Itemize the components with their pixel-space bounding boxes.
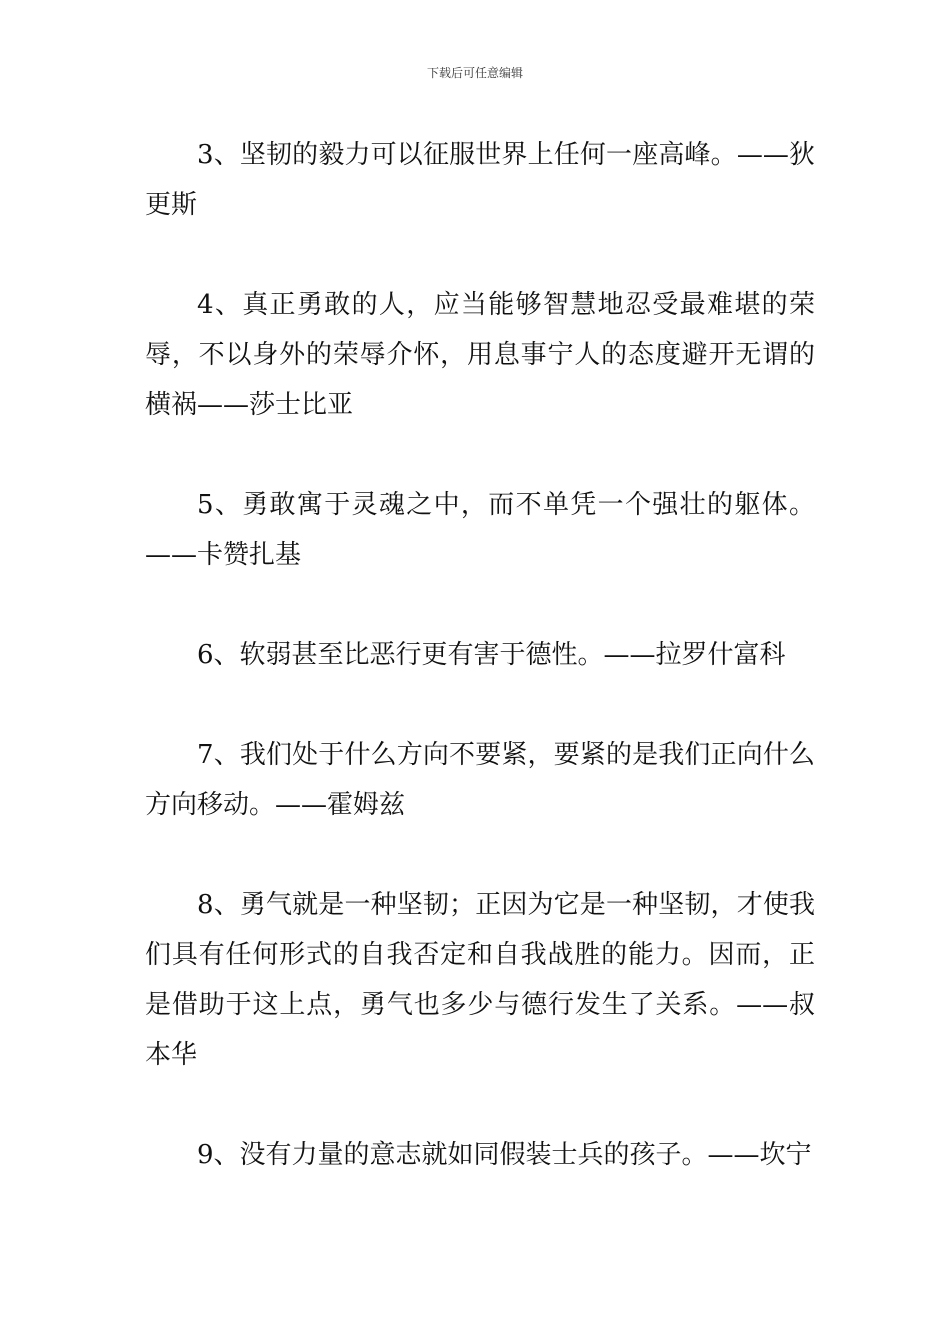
quote-paragraph-9: 9、没有力量的意志就如同假装士兵的孩子。——坎宁 bbox=[197, 1140, 812, 1170]
quote-paragraph-3: 3、坚韧的毅力可以征服世界上任何一座高峰。——狄更斯 bbox=[145, 140, 815, 220]
quote-paragraph-8: 8、勇气就是一种坚韧；正因为它是一种坚韧，才使我们具有任何形式的自我否定和自我战胜的能力。因而，正是借助于这上点，勇气也多少与德行发生了关系。——叔本华 bbox=[145, 890, 815, 1070]
quote-paragraph-7: 7、我们处于什么方向不要紧，要紧的是我们正向什么方向移动。——霍姆兹 bbox=[145, 740, 815, 820]
quote-list bbox=[145, 130, 815, 1230]
quote-paragraph-5: 5、勇敢寓于灵魂之中，而不单凭一个强壮的躯体。——卡赞扎基 bbox=[145, 490, 815, 570]
quote-paragraph-4: 4、真正勇敢的人，应当能够智慧地忍受最难堪的荣辱，不以身外的荣辱介怀，用息事宁人的态度避开无谓的横祸——莎士比亚 bbox=[145, 290, 815, 420]
quote-paragraph-6: 6、软弱甚至比恶行更有害于德性。——拉罗什富科 bbox=[197, 640, 786, 670]
page-header: 下载后可任意编辑 bbox=[426, 66, 523, 80]
